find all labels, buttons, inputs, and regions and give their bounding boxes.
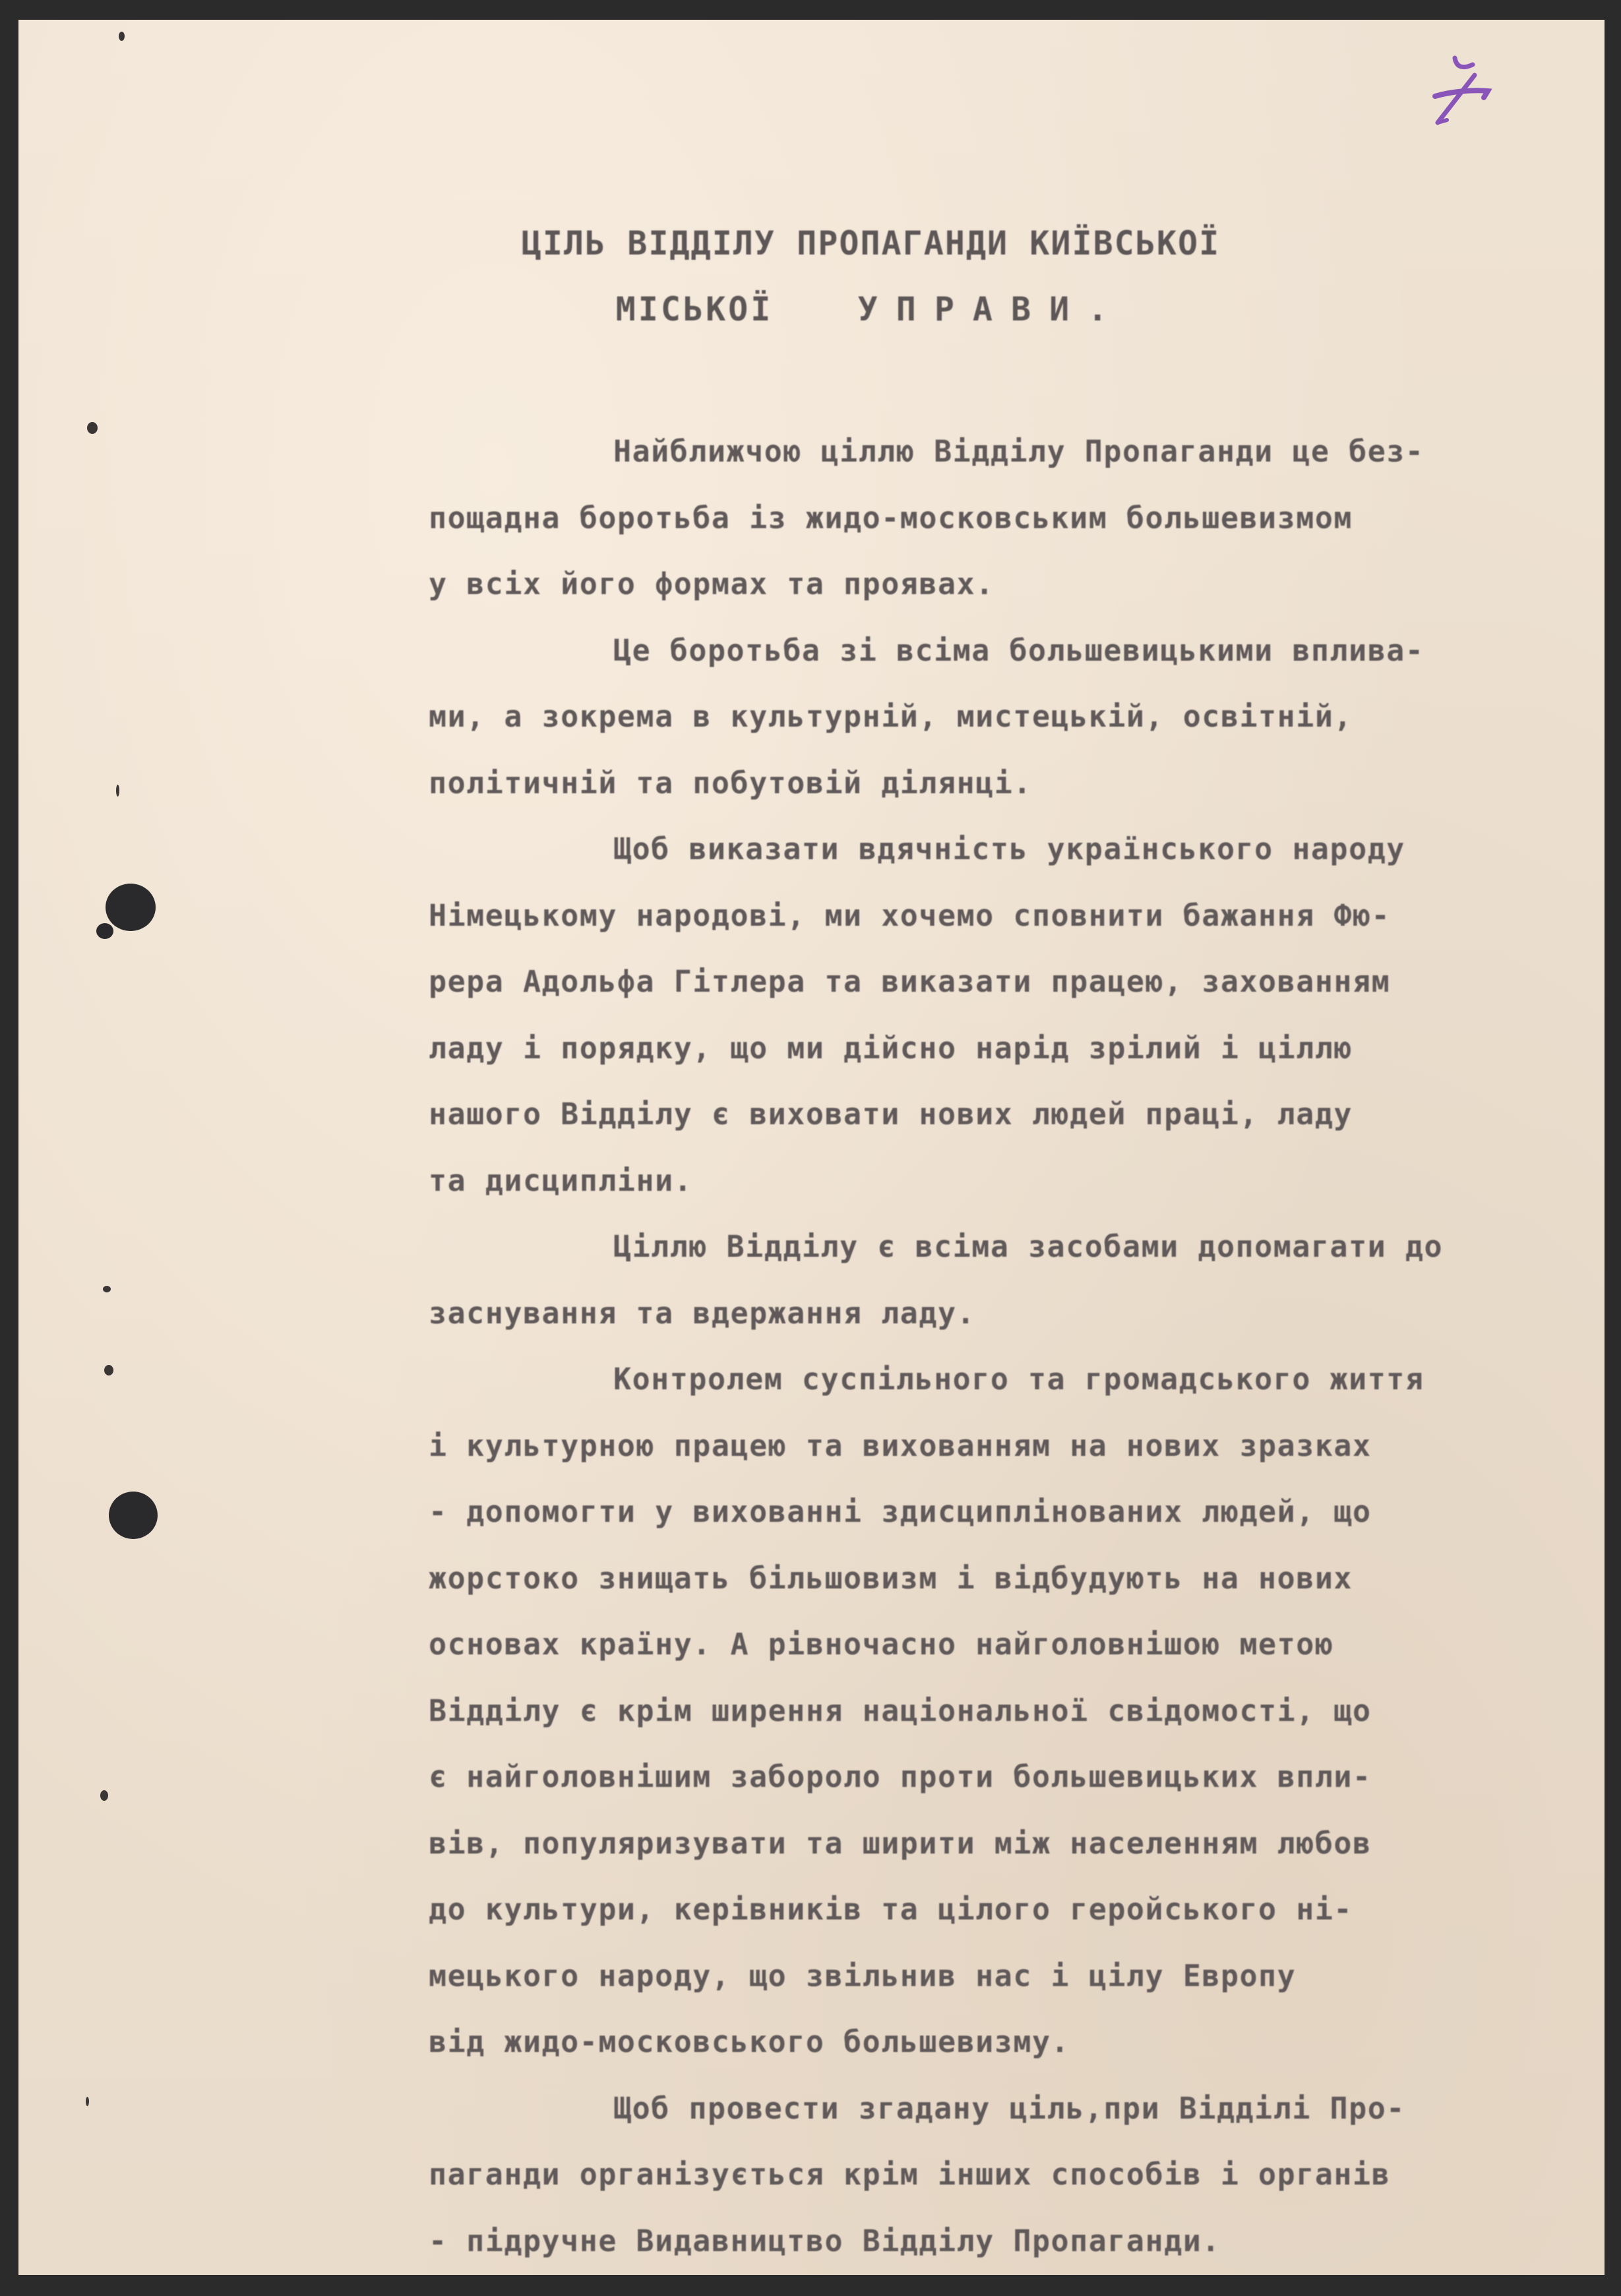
text-line: основах країну. А рівночасно найголовнішою метою [429, 1627, 1334, 1662]
margin-mark [116, 785, 119, 797]
handwritten-page-number [1423, 45, 1502, 131]
margin-mark [119, 32, 125, 41]
margin-mark [86, 2097, 89, 2106]
text-line: жорстоко знищать більшовизм і відбудують на нових [429, 1560, 1353, 1596]
text-line: ми, а зокрема в культурній, мистецькій, освітній, [429, 699, 1353, 734]
text-line: політичній та побутовій ділянці. [429, 765, 1032, 801]
text-line: та дисципліни. [429, 1163, 693, 1198]
text-line: - підручне Видавництво Відділу Пропаганди. [429, 2223, 1221, 2258]
margin-mark [104, 1365, 113, 1375]
text-line: пощадна боротьба із жидо-московським большевизмом [429, 500, 1353, 535]
text-line: Це боротьба зі всіма большевицькими вплива- [613, 632, 1424, 668]
punch-hole [106, 884, 156, 931]
margin-mark [103, 1286, 111, 1292]
margin-mark [100, 1790, 108, 1801]
text-line: і культурною працею та вихованням на нових зразках [429, 1428, 1372, 1463]
document-title-line-1: ЦІЛЬ ВІДДІЛУ ПРОПАГАНДИ КИЇВСЬКОЇ [521, 224, 1221, 262]
text-line: вів, популяризувати та ширити між населенням любов [429, 1825, 1372, 1861]
text-line: до культури, керівників та цілого геройського ні- [429, 1892, 1353, 1927]
text-line: Щоб провести згадану ціль,при Відділі Про- [613, 2090, 1405, 2126]
text-line: нашого Відділу є виховати нових людей праці, ладу [429, 1097, 1353, 1132]
text-line: Ціллю Відділу є всіма засобами допомагати до [613, 1229, 1444, 1264]
text-line: є найголовнішим забороло проти большевицьких впли- [429, 1759, 1372, 1794]
text-line: Щоб виказати вдячність українського народу [613, 831, 1405, 866]
text-line: Німецькому народові, ми хочемо сповнити бажання Фю- [429, 897, 1391, 933]
punch-hole [109, 1492, 158, 1539]
text-line: заснування та вдержання ладу. [429, 1295, 976, 1331]
text-line: у всіх його формах та проявах. [429, 566, 994, 601]
title-word-upravy: УПРАВИ. [857, 290, 1126, 328]
text-line: Найближчою ціллю Відділу Пропаганди це без- [613, 434, 1424, 469]
text-line: рера Адольфа Гітлера та виказати працею, захованням [429, 964, 1391, 999]
text-line: Відділу є крім ширення національної свідомості, що [429, 1693, 1372, 1728]
text-line: - допомогти у вихованні здисциплінованих людей, що [429, 1494, 1372, 1529]
text-line: від жидо-московського большевизму. [429, 2024, 1070, 2059]
document-body [429, 419, 1609, 2274]
text-line: Контролем суспільного та громадського життя [613, 1362, 1424, 1397]
margin-mark [87, 422, 98, 434]
paper-sheet [18, 20, 1605, 2275]
title-word-miskoi: МІСЬКОЇ [615, 290, 774, 328]
text-line: ладу і порядку, що ми дійсно нарід зрілий і ціллю [429, 1030, 1353, 1066]
document-title-line-2 [78, 290, 1621, 328]
text-line: паганди організується крім інших способів і органів [429, 2157, 1391, 2192]
punch-hole-small [96, 923, 113, 939]
text-line: мецького народу, що звільнив нас і цілу Европу [429, 1958, 1297, 1993]
